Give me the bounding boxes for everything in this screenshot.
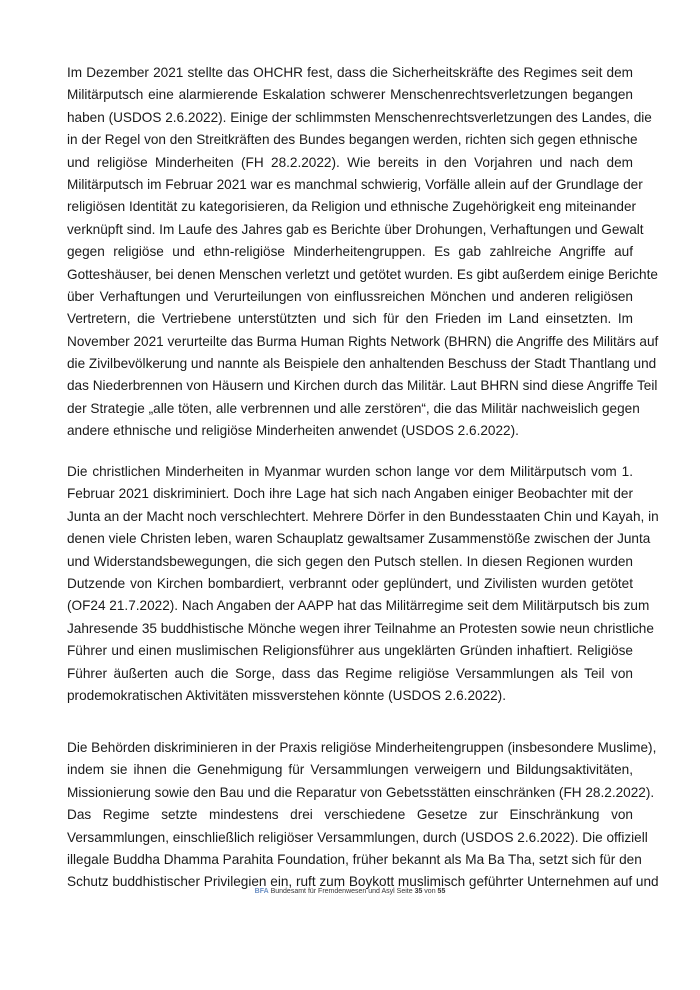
text-line: Vertretern, die Vertriebene unterstützten und sich für den Frieden im Land einsetzten. Im: [67, 311, 633, 327]
text-line: Junta an der Macht noch verschlechtert. Mehrere Dörfer in den Bundesstaaten Chin und Kayah, in: [67, 508, 659, 524]
text-line: prodemokratischen Aktivitäten missverstehen könnte (USDOS 2.6.2022).: [67, 687, 506, 703]
footer-of: von: [422, 888, 438, 895]
text-line: Schutz buddhistischer Privilegien ein, ruft zum Boykott muslimisch geführter Unternehmen auf und: [67, 874, 659, 890]
text-line: denen viele Christen leben, waren Schauplatz gewaltsamer Zusammenstöße zwischen der Junta: [67, 531, 651, 547]
text-line: Im Dezember 2021 stellte das OHCHR fest, dass die Sicherheitskräfte des Regimes seit dem: [67, 65, 633, 80]
paragraph-christian-minorities: [67, 461, 659, 707]
paragraph-christian-minorities-intro: [67, 62, 659, 443]
bfa-logo: BFA: [254, 888, 269, 895]
text-line: Militärputsch im Februar 2021 war es manchmal schwierig, Vorfälle allein auf der Grundlage der: [67, 176, 643, 192]
page-total: 55: [437, 888, 446, 895]
text-line: Missionierung sowie den Bau und die Reparatur von Gebetsstätten einschränken (FH 28.2.2022).: [67, 784, 655, 800]
text-line: das Niederbrennen von Häusern und Kirchen durch das Militär. Laut BHRN sind diese Angriffe Teil: [67, 378, 658, 394]
text-line: Die christlichen Minderheiten in Myanmar wurden schon lange vor dem Militärputsch vom 1.: [67, 464, 633, 479]
text-line: Februar 2021 diskriminiert. Doch ihre Lage hat sich nach Angaben einiger Beobachter mit der: [67, 486, 633, 502]
text-line: Führer äußerten auch die Sorge, dass das Regime religiöse Versammlungen als Teil von: [67, 665, 633, 681]
text-line: in der Regel von den Streitkräften des Bundes begangen werden, richten sich gegen ethnische: [67, 132, 638, 148]
text-line: und religiöse Minderheiten (FH 28.2.2022). Wie bereits in den Vorjahren und nach dem: [67, 154, 633, 170]
text-line: indem sie ihnen die Genehmigung für Versammlungen verweigern und Bildungsaktivitäten,: [67, 762, 633, 778]
text-line: verknüpft sind. Im Laufe des Jahres gab es Berichte über Drohungen, Verhaftungen und Gewalt: [67, 221, 644, 237]
text-line: Jahresende 35 buddhistische Mönche wegen ihrer Teilnahme an Protesten sowie neun christliche: [67, 620, 654, 636]
text-line: Versammlungen, einschließlich religiöser Versammlungen, durch (USDOS 2.6.2022). Die offiziell: [67, 829, 648, 845]
text-line: Das Regime setzte mindestens drei verschiedene Gesetze zur Einschränkung von: [67, 807, 633, 823]
text-line: Dutzende von Kirchen bombardiert, verbrannt oder geplündert, und Zivilisten wurden getötet: [67, 575, 633, 591]
text-line: Militärputsch eine alarmierende Eskalation schwerer Menschenrechtsverletzungen begangen: [67, 87, 633, 103]
text-line: Die Behörden diskriminieren in der Praxis religiöse Minderheitengruppen (insbesondere Muslime),: [67, 740, 657, 755]
footer-text: Bundesamt für Fremdenwesen und Asyl Seite: [268, 888, 415, 895]
text-line: andere ethnische und religiöse Minderheiten anwendet (USDOS 2.6.2022).: [67, 423, 519, 439]
text-line: Führer und einen muslimischen Religionsführer aus ungeklärten Gründen inhaftiert. Religiöse: [67, 643, 633, 659]
text-line: haben (USDOS 2.6.2022). Einige der schlimmsten Menschenrechtsverletzungen des Landes, die: [67, 109, 652, 125]
paragraph-authorities-discrimination: [67, 737, 659, 894]
text-line: religiösen Identität zu kategorisieren, da Religion und ethnische Zugehörigkeit eng miteinander: [67, 199, 637, 215]
text-line: gegen religiöse und ethn-religiöse Minderheitengruppen. Es gab zahlreiche Angriffe auf: [67, 244, 633, 260]
text-line: (OF24 21.7.2022). Nach Angaben der AAPP hat das Militärregime seit dem Militärputsch bis zum: [67, 598, 650, 614]
page-number: 35: [414, 888, 423, 895]
text-line: über Verhaftungen und Verurteilungen von einflussreichen Mönchen und anderen religiösen: [67, 288, 633, 304]
text-line: der Strategie „alle töten, alle verbrennen und alle zerstören“, die das Militär nachweislich gegen: [67, 400, 640, 416]
page-footer: [0, 888, 700, 895]
text-line: November 2021 verurteilte das Burma Human Rights Network (BHRN) die Angriffe des Militärs auf: [67, 333, 659, 349]
text-line: illegale Buddha Dhamma Parahita Foundation, früher bekannt als Ma Ba Tha, setzt sich für den: [67, 851, 642, 867]
text-line: die Zivilbevölkerung und nannte als Beispiele den anhaltenden Beschuss der Stadt Thantlang und: [67, 356, 657, 372]
text-line: und Widerstandsbewegungen, die sich gegen den Putsch stellen. In diesen Regionen wurden: [67, 553, 633, 569]
text-line: Gotteshäuser, bei denen Menschen verletzt und getötet wurden. Es gibt außerdem einige Berichte: [67, 266, 658, 282]
